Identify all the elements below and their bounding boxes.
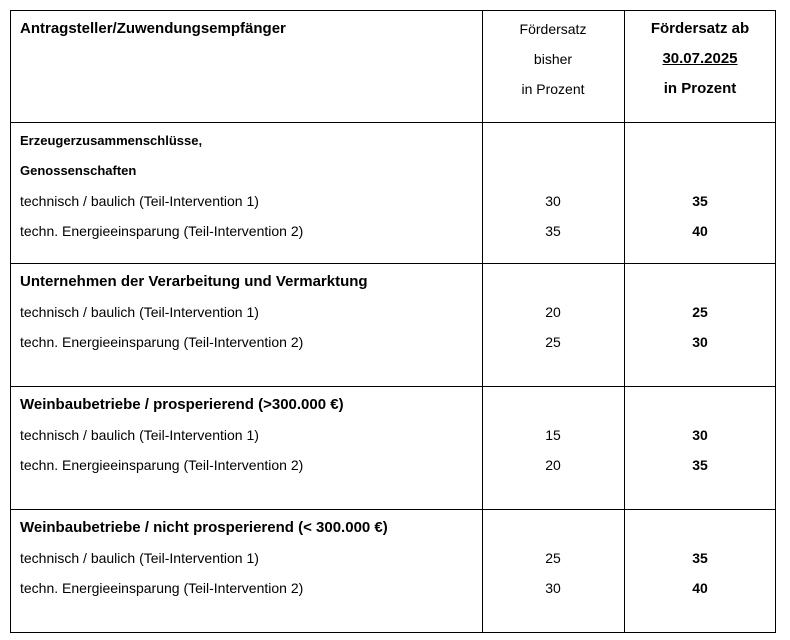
- row-previous-rate: 15: [545, 427, 561, 443]
- row-label: techn. Energieeinsparung (Teil-Intervention 2): [20, 334, 304, 350]
- group-title: Weinbaubetriebe / nicht prosperierend (< 300.000 €): [20, 519, 388, 536]
- row-divider: [11, 122, 775, 123]
- header-new-rate-line3: in Prozent: [663, 80, 737, 97]
- row-label: technisch / baulich (Teil-Intervention 1): [20, 550, 259, 566]
- row-divider: [11, 263, 775, 264]
- header-previous-rate-line3: in Prozent: [521, 81, 585, 97]
- row-new-rate: 30: [692, 334, 708, 350]
- row-previous-rate: 20: [545, 304, 561, 320]
- row-new-rate: 35: [692, 457, 708, 473]
- row-divider: [11, 386, 775, 387]
- row-label: techn. Energieeinsparung (Teil-Intervention 2): [20, 457, 304, 473]
- header-new-rate-line1: Fördersatz ab: [650, 20, 750, 37]
- header-new-rate-date-text: 30.07.2025: [662, 50, 738, 67]
- row-label: techn. Energieeinsparung (Teil-Intervention 2): [20, 223, 304, 239]
- row-previous-rate: 25: [545, 334, 561, 350]
- row-label: technisch / baulich (Teil-Intervention 1): [20, 427, 259, 443]
- header-previous-rate-line1: Fördersatz: [519, 21, 587, 37]
- group-title: Genossenschaften: [20, 163, 137, 178]
- row-new-rate: 35: [692, 193, 708, 209]
- row-previous-rate: 25: [545, 550, 561, 566]
- group-title: Unternehmen der Verarbeitung und Vermarktung: [20, 273, 368, 290]
- group-title: Weinbaubetriebe / prosperierend (>300.000 €): [20, 396, 344, 413]
- row-label: techn. Energieeinsparung (Teil-Intervention 2): [20, 580, 304, 596]
- row-divider: [11, 509, 775, 510]
- row-new-rate: 35: [692, 550, 708, 566]
- row-new-rate: 40: [692, 580, 708, 596]
- row-new-rate: 40: [692, 223, 708, 239]
- row-previous-rate: 30: [545, 193, 561, 209]
- row-label: technisch / baulich (Teil-Intervention 1): [20, 304, 259, 320]
- row-new-rate: 25: [692, 304, 708, 320]
- group-title: Erzeugerzusammenschlüsse,: [20, 133, 203, 148]
- row-label: technisch / baulich (Teil-Intervention 1): [20, 193, 259, 209]
- row-new-rate: 30: [692, 427, 708, 443]
- funding-rate-table: [10, 10, 776, 633]
- row-previous-rate: 35: [545, 223, 561, 239]
- header-new-rate-date: [624, 49, 776, 69]
- header-previous-rate-line2: bisher: [533, 51, 573, 67]
- header-applicant: Antragsteller/Zuwendungsempfänger: [20, 20, 286, 37]
- row-previous-rate: 20: [545, 457, 561, 473]
- row-previous-rate: 30: [545, 580, 561, 596]
